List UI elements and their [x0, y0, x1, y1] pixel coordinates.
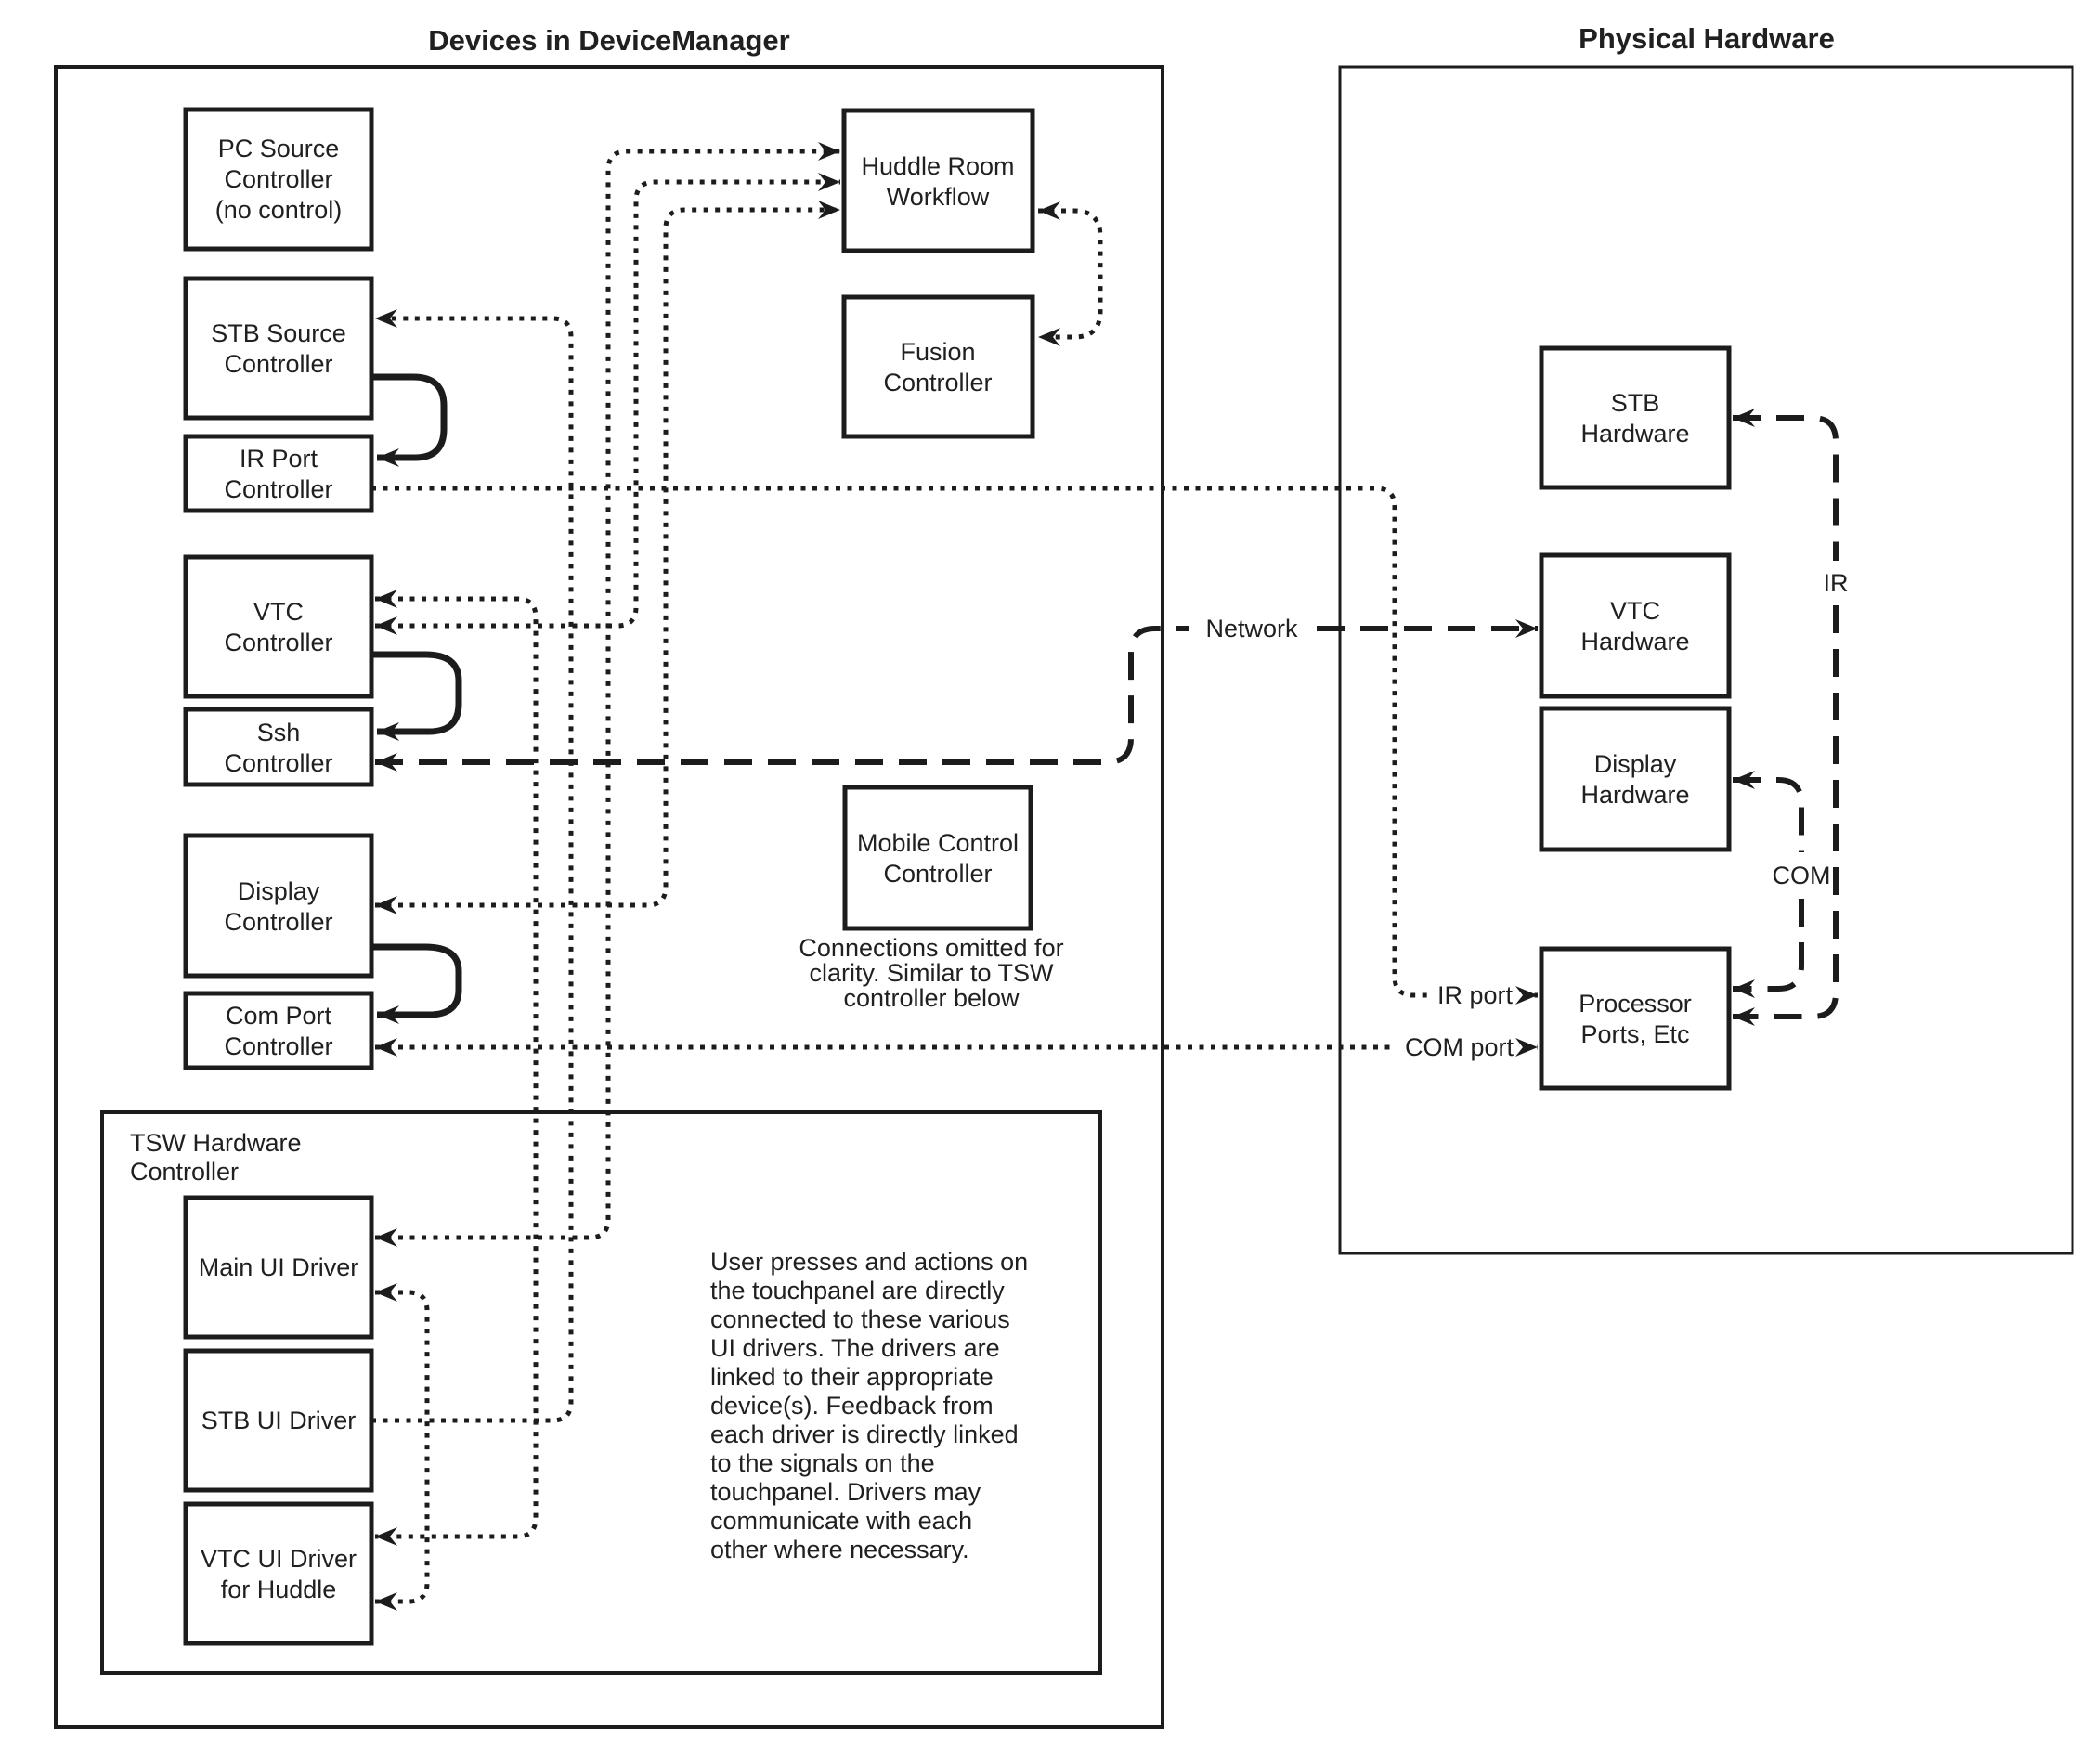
connector-stb-source-to-ir-port: [371, 377, 444, 458]
ir-port-edge-label: IR port: [1437, 981, 1514, 1009]
box-stb-ui-driver: [186, 1351, 371, 1490]
pc-source-label: Controller: [224, 165, 333, 193]
paragraph-line: linked to their appropriate: [710, 1363, 994, 1391]
paragraph-line: each driver is directly linked: [710, 1420, 1019, 1448]
tsw-frame-label: TSW Hardware: [130, 1129, 302, 1157]
box-main-ui-driver: [186, 1198, 371, 1337]
box-huddle-room-workflow: [844, 110, 1033, 251]
box-ssh-controller: [186, 709, 371, 785]
huddle-label: Huddle Room: [861, 152, 1015, 180]
connector-display-to-com-port: [371, 947, 459, 1015]
paragraph-line: UI drivers. The drivers are: [710, 1334, 1000, 1362]
section-title-device-manager: Devices in DeviceManager: [428, 24, 790, 57]
note-line: clarity. Similar to TSW: [809, 959, 1054, 987]
huddle-label: Workflow: [886, 183, 990, 211]
connector-vtc-controller-to-vtc-ui: [375, 599, 536, 1537]
stb-hardware-label: Hardware: [1580, 420, 1690, 447]
paragraph-line: communicate with each: [710, 1507, 973, 1535]
box-fusion-controller: [844, 297, 1033, 436]
display-hardware-label: Display: [1593, 750, 1677, 778]
connector-com-upper: [1733, 780, 1801, 852]
ssh-label: Controller: [224, 749, 333, 777]
pc-source-label: PC Source: [217, 135, 340, 162]
box-ir-port-controller: [186, 436, 371, 511]
ir-port-label: Controller: [224, 475, 333, 503]
network-edge-label: Network: [1205, 615, 1298, 642]
vtc-ui-driver-label: VTC UI Driver: [201, 1545, 357, 1573]
com-port-edge-label: COM port: [1405, 1033, 1514, 1061]
vtc-controller-label: Controller: [224, 629, 333, 656]
fusion-label: Fusion: [900, 338, 976, 366]
box-display-controller: [186, 836, 371, 976]
connector-main-ui-to-vtc-ui: [375, 1292, 427, 1602]
connector-ir-lower: [1733, 605, 1836, 1017]
vtc-controller-label: VTC: [253, 598, 304, 626]
paragraph-line: other where necessary.: [710, 1536, 969, 1563]
paragraph-line: touchpanel. Drivers may: [710, 1478, 981, 1506]
stb-ui-driver-label: STB UI Driver: [201, 1407, 357, 1434]
box-com-port-controller: [186, 993, 371, 1068]
com-port-label: Controller: [224, 1032, 333, 1060]
connector-main-ui-to-huddle: [375, 151, 840, 1238]
vtc-ui-driver-label: for Huddle: [220, 1576, 337, 1603]
com-edge-label: COM: [1772, 862, 1831, 889]
box-stb-hardware: [1541, 348, 1729, 487]
display-controller-label: Controller: [224, 908, 333, 936]
box-pc-source-controller: [186, 110, 371, 249]
box-display-hardware: [1541, 708, 1729, 850]
ir-port-label: IR Port: [239, 445, 318, 473]
display-hardware-label: Hardware: [1580, 781, 1690, 809]
mobile-control-label: Controller: [883, 860, 993, 888]
box-processor-ports: [1541, 949, 1729, 1088]
mobile-control-label: Mobile Control: [856, 829, 1020, 857]
paragraph-line: User presses and actions on: [710, 1248, 1029, 1276]
ssh-label: Ssh: [256, 719, 301, 746]
paragraph-line: to the signals on the: [710, 1449, 935, 1477]
box-mobile-control-controller: [845, 787, 1031, 928]
paragraph-line: connected to these various: [710, 1305, 1010, 1333]
pc-source-label: (no control): [214, 196, 343, 224]
display-controller-label: Display: [237, 877, 320, 905]
box-stb-source-controller: [186, 279, 371, 418]
ir-edge-label: IR: [1823, 569, 1849, 597]
stb-source-label: Controller: [224, 350, 333, 378]
connector-vtc-to-ssh: [371, 655, 459, 732]
processor-ports-label: Processor: [1579, 990, 1692, 1018]
fusion-label: Controller: [883, 369, 993, 396]
stb-hardware-label: STB: [1610, 389, 1660, 417]
processor-ports-label: Ports, Etc: [1580, 1020, 1690, 1048]
main-ui-driver-label: Main UI Driver: [198, 1253, 359, 1281]
com-port-label: Com Port: [225, 1002, 332, 1030]
stb-source-label: STB Source: [211, 319, 346, 347]
connector-ir-upper: [1733, 418, 1836, 561]
tsw-frame-label: Controller: [130, 1158, 240, 1186]
connector-huddle-to-fusion: [1038, 211, 1100, 337]
box-vtc-ui-driver: [186, 1504, 371, 1643]
connector-stb-ui-to-stb-source: [371, 318, 571, 1420]
touchpanel-paragraph: [710, 1248, 1028, 1563]
connector-com-lower: [1733, 899, 1801, 989]
box-vtc-controller: [186, 557, 371, 696]
section-title-physical-hardware: Physical Hardware: [1579, 22, 1835, 55]
vtc-hardware-label: Hardware: [1580, 628, 1690, 655]
paragraph-line: the touchpanel are directly: [710, 1277, 1005, 1304]
mobile-control-note: [799, 934, 1063, 1012]
note-line: Connections omitted for: [799, 934, 1064, 962]
paragraph-line: device(s). Feedback from: [710, 1392, 994, 1420]
note-line: controller below: [843, 984, 1020, 1012]
box-vtc-hardware: [1541, 555, 1729, 696]
connector-network-left: [375, 629, 1189, 762]
vtc-hardware-label: VTC: [1610, 597, 1660, 625]
